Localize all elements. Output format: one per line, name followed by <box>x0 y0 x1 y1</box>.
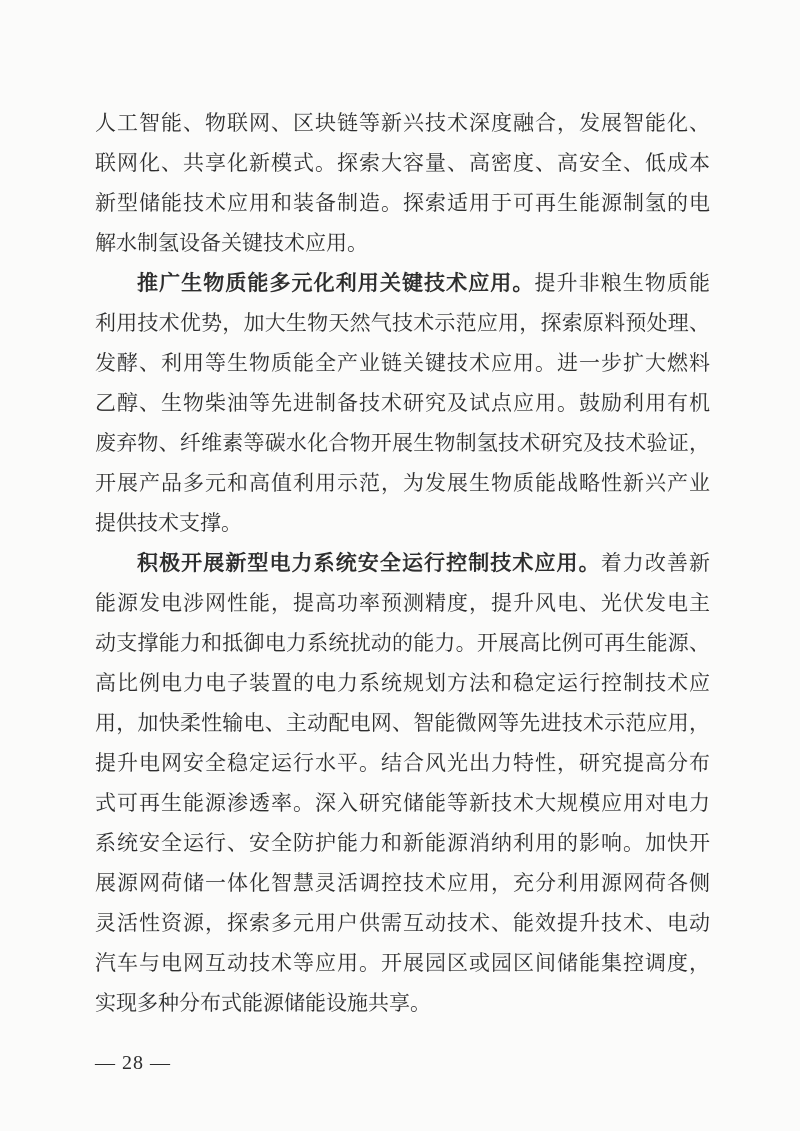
text-line: 能源发电涉网性能，提高功率预测精度，提升风电、光伏发电主 <box>95 591 710 615</box>
text-line <box>95 543 710 583</box>
text-line: 联网化、共享化新模式。探索大容量、高密度、高安全、低成本 <box>95 151 710 175</box>
text-line: 用，加快柔性输电、主动配电网、智能微网等先进技术示范应用， <box>95 711 710 735</box>
text-run: 着力改善新 <box>600 551 710 575</box>
paragraph-biomass <box>95 263 710 543</box>
text-line: 利用技术优势，加大生物天然气技术示范应用，探索原料预处理、 <box>95 311 710 335</box>
text-line: 提供技术支撑。 <box>95 511 242 535</box>
paragraph-continuation <box>95 103 710 263</box>
text-line: 高比例电力电子装置的电力系统规划方法和稳定运行控制技术应 <box>95 671 710 695</box>
paragraph-power-system <box>95 543 710 1023</box>
page-number: — 28 — <box>95 1052 171 1074</box>
text-line: 动支撑能力和抵御电力系统扰动的能力。开展高比例可再生能源、 <box>95 631 710 655</box>
text-line: 人工智能、物联网、区块链等新兴技术深度融合，发展智能化、 <box>95 111 710 135</box>
text-run: 提升非粮生物质能 <box>534 271 710 295</box>
text-line: 式可再生能源渗透率。深入研究储能等新技术大规模应用对电力 <box>95 791 710 815</box>
text-line: 开展产品多元和高值利用示范，为发展生物质能战略性新兴产业 <box>95 471 710 495</box>
bold-heading: 推广生物质能多元化利用关键技术应用。 <box>137 271 535 295</box>
text-line: 实现多种分布式能源储能设施共享。 <box>95 991 431 1015</box>
text-line: 废弃物、纤维素等碳水化合物开展生物制氢技术研究及技术验证， <box>95 431 710 455</box>
text-line: 汽车与电网互动技术等应用。开展园区或园区间储能集控调度， <box>95 951 710 975</box>
text-line: 展源网荷储一体化智慧灵活调控技术应用，充分利用源网荷各侧 <box>95 871 710 895</box>
text-line: 新型储能技术应用和装备制造。探索适用于可再生能源制氢的电 <box>95 191 710 215</box>
text-line: 解水制氢设备关键技术应用。 <box>95 231 368 255</box>
text-line: 乙醇、生物柴油等先进制备技术研究及试点应用。鼓励利用有机 <box>95 391 710 415</box>
bold-heading: 积极开展新型电力系统安全运行控制技术应用。 <box>137 551 601 575</box>
text-line: 系统安全运行、安全防护能力和新能源消纳利用的影响。加快开 <box>95 831 710 855</box>
text-line: 灵活性资源，探索多元用户供需互动技术、能效提升技术、电动 <box>95 911 710 935</box>
text-line: 发酵、利用等生物质能全产业链关键技术应用。进一步扩大燃料 <box>95 351 710 375</box>
text-line: 提升电网安全稳定运行水平。结合风光出力特性，研究提高分布 <box>95 751 710 775</box>
text-line <box>95 263 710 303</box>
